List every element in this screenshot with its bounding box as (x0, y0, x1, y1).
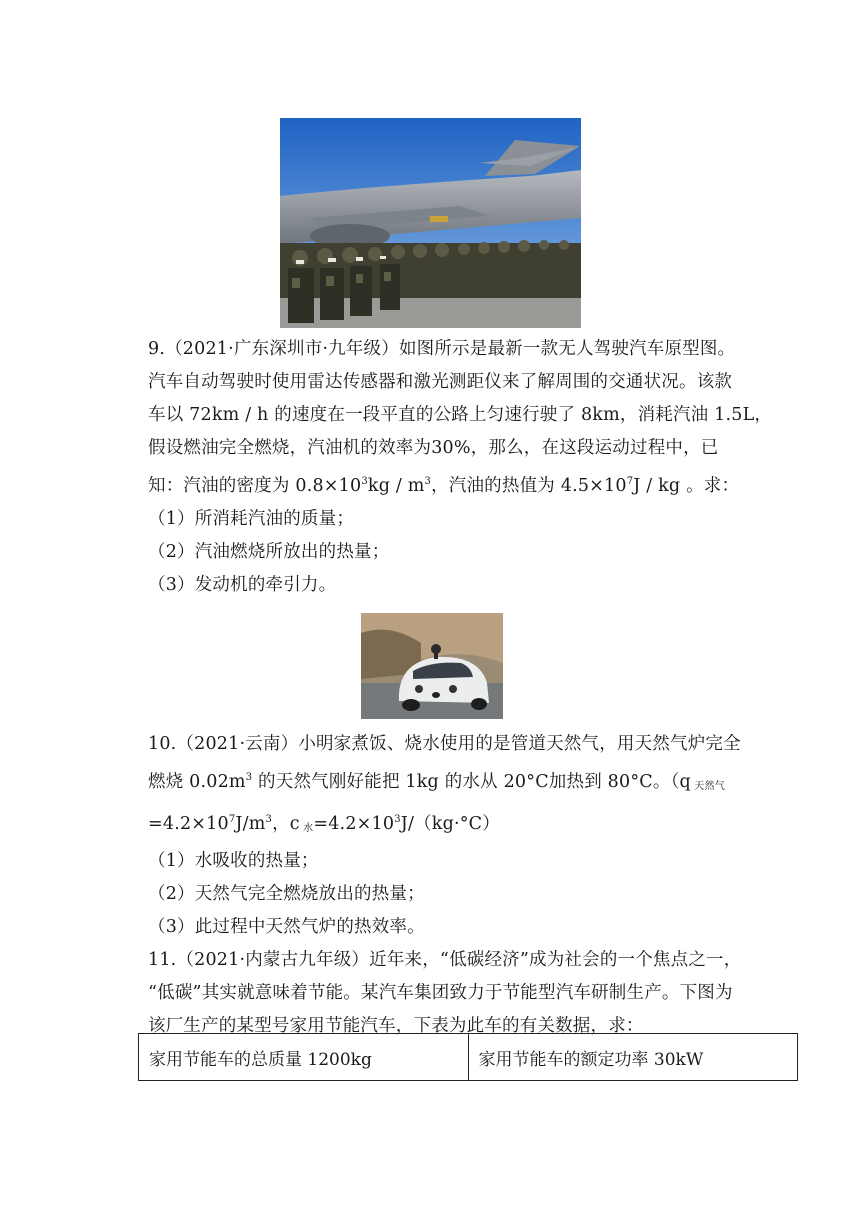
q11-line: 该厂生产的某型号家用节能汽车，下表为此车的有关数据，求： (148, 1016, 644, 1036)
table-row (139, 1034, 798, 1081)
q9-subquestion: （2）汽油燃烧所放出的热量； (148, 542, 390, 562)
exponent: 3 (361, 476, 368, 487)
aircraft-soldiers-photo (280, 118, 581, 328)
q9-subquestion: （3）发动机的牵引力。 (148, 575, 337, 595)
text: kg / m (367, 476, 425, 496)
table-cell: 家用节能车的额定功率 30kW (468, 1034, 798, 1081)
q9-line: 汽车自动驾驶时使用雷达传感器和激光测距仪来了解周围的交通状况。该款 (148, 372, 733, 392)
exponent: 3 (394, 814, 401, 825)
exponent: 3 (245, 772, 253, 783)
q10-line: 10.（2021·云南）小明家煮饭、烧水使用的是管道天然气，用天然气炉完全 (148, 734, 741, 754)
q10-line (148, 761, 725, 803)
subscript: 天然气 (690, 781, 725, 792)
car-photo-graphic (361, 613, 503, 719)
text: J/m (235, 814, 266, 834)
driverless-car-photo (361, 613, 503, 719)
q9-line: 9.（2021·广东深圳市·九年级）如图所示是最新一款无人驾驶汽车原型图。 (148, 339, 736, 359)
car-spec-table (138, 1033, 798, 1081)
text: =4.2×10 (313, 814, 395, 834)
subscript: 水 (299, 823, 314, 834)
exponent: 3 (424, 476, 432, 487)
q11-line: 11.（2021·内蒙古九年级）近年来，“低碳经济”成为社会的一个焦点之一， (148, 950, 742, 970)
table-cell: 家用节能车的总质量 1200kg (139, 1034, 469, 1081)
text: =4.2×10 (148, 814, 229, 834)
text: ，c (272, 814, 300, 834)
text: ，汽油的热值为 4.5×10 (431, 476, 627, 496)
q9-line: 假设燃油完全燃烧，汽油机的效率为30%，那么，在这段运动过程中，已 (148, 438, 719, 458)
q10-subquestion: （1）水吸收的热量； (148, 851, 319, 871)
exponent: 3 (265, 814, 273, 825)
q10-subquestion: （3）此过程中天然气炉的热效率。 (148, 917, 425, 937)
q9-subquestion: （1）所消耗汽油的质量； (148, 509, 355, 529)
q10-subquestion: （2）天然气完全燃烧放出的热量； (148, 884, 425, 904)
exponent: 7 (626, 476, 634, 487)
text: 燃烧 0.02m (148, 772, 246, 792)
text: 的天然气刚好能把 1kg 的水从 20°C加热到 80°C。（q (252, 772, 691, 792)
q9-line (148, 465, 740, 503)
q9-line: 车以 72km / h 的速度在一段平直的公路上匀速行驶了 8km，消耗汽油 1.5L， (148, 405, 773, 425)
q10-line (148, 803, 718, 845)
exponent: 7 (228, 814, 236, 825)
text: 知：汽油的密度为 0.8×10 (148, 476, 362, 496)
question-10 (148, 728, 742, 1043)
q11-line: “低碳”其实就意味着节能。某汽车集团致力于节能型汽车研制生产。下图为 (148, 983, 733, 1003)
aircraft-photo-graphic (280, 118, 581, 328)
text: J / kg 。求： (633, 476, 740, 496)
question-9 (148, 333, 773, 602)
text: J/（kg·°C） (400, 814, 500, 834)
